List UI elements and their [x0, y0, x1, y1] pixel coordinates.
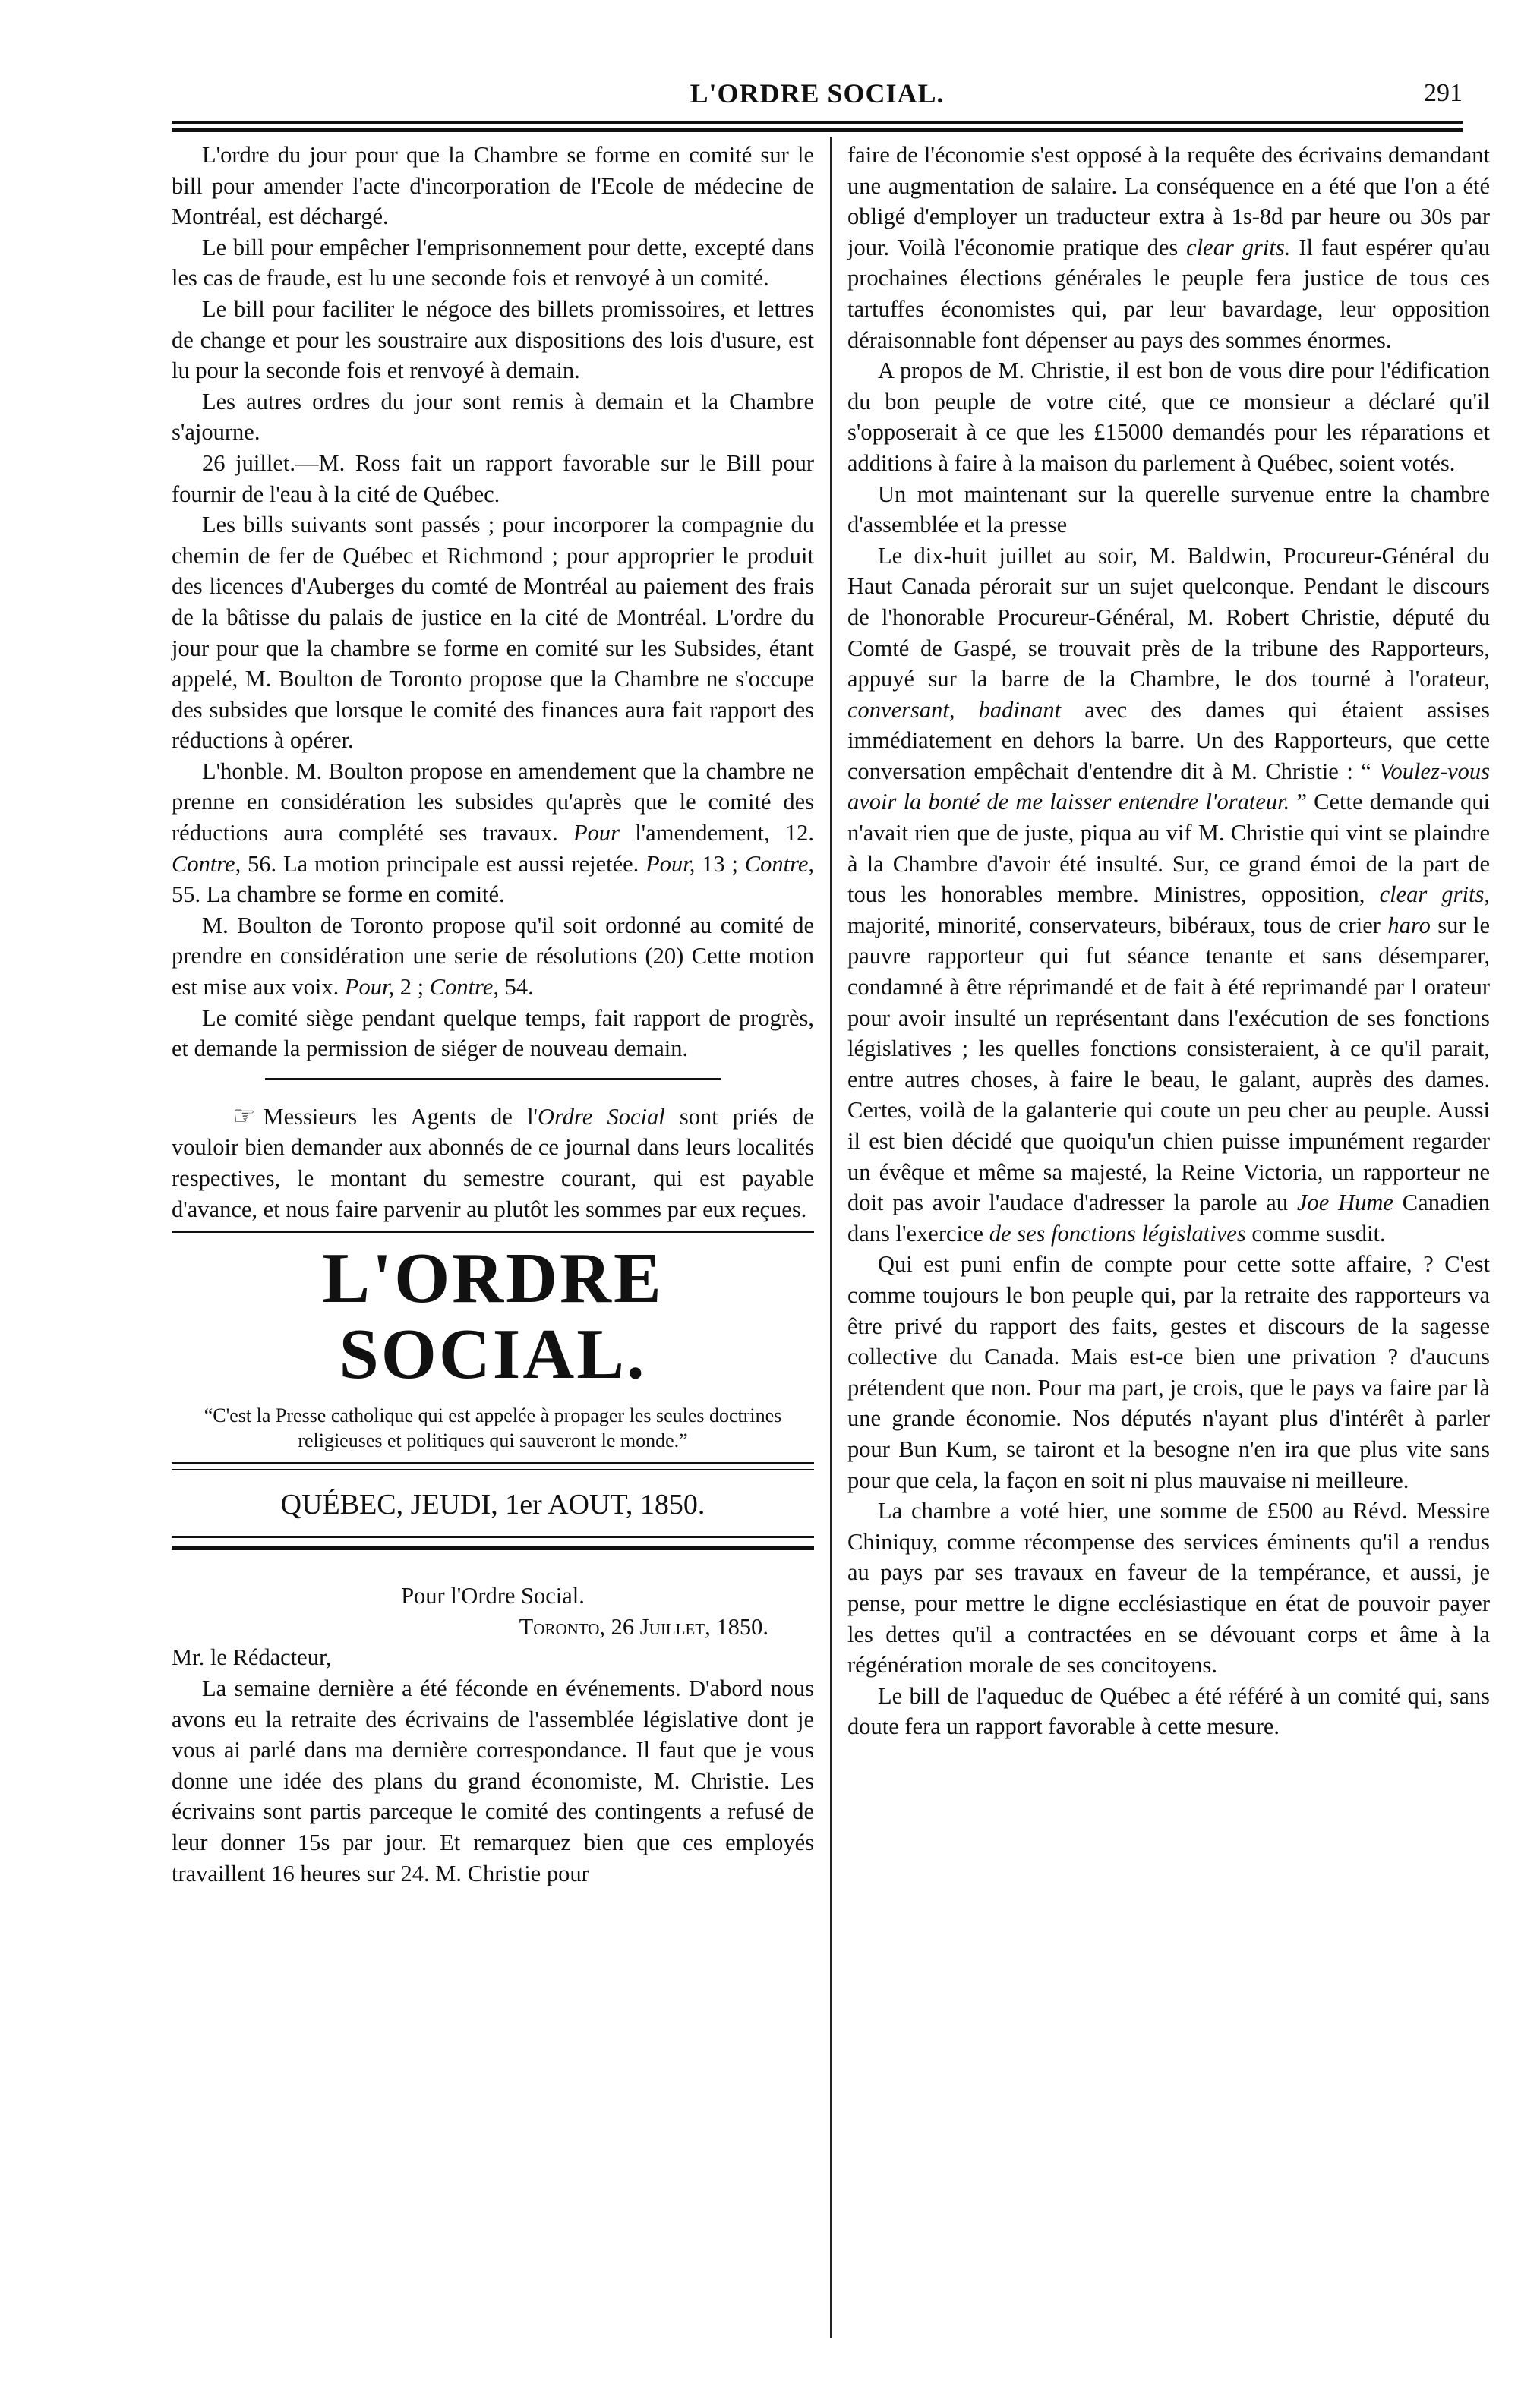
paragraph: L'ordre du jour pour que la Chambre se forme en comité sur le bill pour amender l'acte d'incorporation de l'Ecole de médecine de Montréal, est déchargé.	[172, 142, 814, 230]
column-divider	[830, 137, 832, 2338]
paragraph: Un mot maintenant sur la querelle survenue entre la chambre d'assemblée et la presse	[847, 481, 1490, 538]
italic-run: Joe Hume	[1296, 1190, 1393, 1216]
paragraph: Qui est puni enfin de compte pour cette sotte affaire, ? C'est comme toujours le bon peuple qui, par la retraite des rapporteurs va être privé du rapport des faits, gestes et discours de la sagesse collective du Canada. Mais est-ce bien une privation ? d'aucuns prétendent que non. Pour ma part, je crois, que le pays va faire par là une grande économie. Nos députés n'ayant plus d'intérêt à parler pour Bun Kum, se tairont et la besogne n'en ira que plus vite sans pour que cela, la façon en soit ni plus mauvaise ni meilleure.	[847, 1251, 1490, 1493]
left-column	[172, 140, 814, 1889]
italic-run: clear grits,	[1379, 881, 1490, 908]
text-run: sur le pauvre rapporteur qui fut séance tenante et sans désemparer, condamné à être réprimandé et de fait à été reprimandé par l orateur pour avoir insulté un représentant dans l'exécution de ses fonctions législatives ; les quelles fonctions consisteraient, à ce qu'il parait, entre autres choses, à faire le beau, le galant, auprès des dames. Certes, voilà de la galanterie qui coute un peu cher au peuple. Aussi il est bien décidé que quoiqu'un chien puisse impunément regarder un évêque et même sa majesté, la Reine Victoria, un rapporteur ne doit pas avoir l'audace d'adresser la parole au	[847, 912, 1490, 1216]
text-run: 56. La motion principale est aussi rejetée.	[241, 850, 646, 877]
italic-run: Voulez-vous avoir la bonté de me laisser entendre l'orateur.	[847, 758, 1490, 815]
vote-label: Pour,	[645, 850, 696, 877]
text-run: majorité, minorité, conservateurs, bibéraux, tous de crier	[847, 912, 1388, 938]
text-run: faire de l'économie s'est opposé à la requête des écrivains demandant une augmentation de salaire. La conséquence en a été que l'on a été obligé d'employer un traducteur extra à 1s-8d par heure ou 30s par jour. Voilà l'économie pratique des	[847, 142, 1490, 260]
text-run: l'amendement, 12.	[619, 820, 815, 846]
paragraph: La semaine dernière a été féconde en événements. D'abord nous avons eu la retraite des écrivains de l'assemblée législative dont je vous ai parlé dans ma dernière correspondance. Il faut que je vous donne une idée des plans du grand économiste, M. Christie. Les écrivains sont partis parceque le comité des contingents a refusé de leur donner 15s par jour. Et remarquez bien que ces employés travaillent 16 heures sur 24. M. Christie pour	[172, 1675, 814, 1886]
running-header	[172, 73, 1463, 118]
paragraph: Les autres ordres du jour sont remis à demain et la Chambre s'ajourne.	[172, 388, 814, 446]
text-run: 54.	[498, 974, 534, 1001]
paragraph: A propos de M. Christie, il est bon de vous dire pour l'édification du bon peuple de votre cité, que ce monsieur a déclaré qu'il s'opposerait à ce que les £15000 demandés pour les réparations et additions à faire à la maison du parlement à Québec, soient votés.	[847, 358, 1490, 476]
text-run: Canadien dans l'exercice	[847, 1190, 1490, 1247]
paragraph: La chambre a voté hier, une somme de £500 au Révd. Messire Chiniquy, comme récompense des services éminents qu'il a rendus au pays par ses travaux en faveur de la tempérance, et aussi, je pense, pour mettre le digne ecclésiastique en état de pouvoir payer les dettes qu'il a contractées en se dévouant corps et âme à la régénération morale de ses concitoyens.	[847, 1498, 1490, 1678]
italic-run: de ses fonctions législatives	[989, 1220, 1246, 1247]
motto: “C'est la Presse catholique qui est appelée à propager les seules doctrines religieuses et politiques qui sauveront le monde.”	[204, 1404, 782, 1452]
paragraph	[172, 756, 814, 910]
salutation: Mr. le Rédacteur,	[172, 1644, 332, 1671]
text-run: 13 ;	[695, 850, 745, 877]
vote-label: Pour	[573, 820, 620, 846]
text-run: avec des dames qui étaient assises immédiatement en dehors la barre. Un des Rapporteurs, que cette conversation empêchait d'entendre dit à M. Christie : “	[847, 696, 1490, 784]
paragraph: Les bills suivants sont passés ; pour incorporer la compagnie du chemin de fer de Québec et Richmond ; pour approprier le produit des licences d'Auberges du comté de Montréal au paiement des frais de la bâtisse du palais de justice en la cité de Montréal. L'ordre du jour pour que la chambre se forme en comité sur les Subsides, étant appelé, M. Boulton de Toronto propose que la Chambre ne s'occupe des subsides que lorsque le comité des finances aura fait rapport des réductions à opérer.	[172, 512, 814, 754]
section-rule	[265, 1078, 721, 1080]
vote-label: Contre,	[172, 850, 241, 877]
italic-run: clear grits.	[1186, 234, 1291, 260]
letter-heading: Pour l'Ordre Social.	[401, 1583, 585, 1609]
header-rule	[172, 121, 1463, 132]
running-title: L'ORDRE SOCIAL.	[690, 78, 945, 109]
text-run: 55. La chambre se forme en comité.	[172, 881, 505, 908]
text-run: Le dix-huit juillet au soir, M. Baldwin, Procureur-Général du Haut Canada pérorait sur un sujet quelconque. Pendant le discours de l'honorable Procureur-Général, M. Robert Christie, député du Comté de Gaspé, se trouvait près de la tribune des Rapporteurs, appuyé sur la barre de la Chambre, le dos tourné à l'orateur,	[847, 542, 1490, 692]
italic-run: conversant, badinant	[847, 696, 1062, 723]
thick-rule	[172, 1536, 814, 1550]
paragraph	[847, 140, 1490, 355]
right-column	[847, 140, 1490, 1742]
text-run: ” Cette demande qui n'avait rien que de juste, piqua au vif M. Christie qui vint se plaindre à la Chambre d'avoir été insulté. Sur, ce grand émoi de la part de tous les honorables membre. Ministres, opposition,	[847, 789, 1490, 908]
double-rule	[172, 1462, 814, 1470]
page-number: 291	[1424, 79, 1463, 107]
rule	[172, 1231, 814, 1233]
pointing-hand-icon: ☞	[232, 1102, 256, 1130]
paragraph: Le bill de l'aqueduc de Québec a été référé à un comité qui, sans doute fera un rapport favorable à cette mesure.	[847, 1682, 1490, 1740]
text-run: Messieurs les Agents de l'	[263, 1103, 538, 1130]
italic-run: haro	[1387, 912, 1431, 938]
masthead: L'ORDRE SOCIAL.	[322, 1239, 664, 1395]
dateline: QUÉBEC, JEUDI, 1er AOUT, 1850.	[280, 1489, 705, 1521]
paragraph: Le comité siège pendant quelque temps, fait rapport de progrès, et demande la permission de siéger de nouveau demain.	[172, 1004, 814, 1062]
paragraph: Le bill pour faciliter le négoce des billets promissoires, et lettres de change et pour les soustraire aux dispositions des lois d'usure, est lu pour la seconde fois et renvoyé à demain.	[172, 295, 814, 384]
agents-notice	[172, 1102, 814, 1224]
italic-run: Ordre Social	[538, 1103, 665, 1130]
vote-label: Contre,	[744, 850, 814, 877]
text-run: L'honble. M. Boulton propose en amendement que la chambre ne prenne en considération les subsides qu'après que le comité des réductions aura complété ses travaux.	[172, 758, 814, 846]
text-run: comme susdit.	[1245, 1220, 1386, 1247]
paragraph	[172, 910, 814, 1003]
vote-label: Contre,	[429, 974, 499, 1001]
text-run: Il faut espérer qu'au prochaines élections générales le peuple fera justice de tous ces tartuffes économistes qui, par leur bavardage, leur opposition déraisonnable font dépenser au pays des sommes énormes.	[847, 234, 1490, 353]
text-run: 2 ;	[394, 974, 430, 1001]
vote-label: Pour,	[344, 974, 395, 1001]
paragraph	[847, 541, 1490, 1250]
text-run: sont priés de vouloir bien demander aux abonnés de ce journal dans leurs localités respectives, le montant du semestre courant, qui est payable d'avance, et nous faire parvenir au plutôt les sommes par eux reçues.	[172, 1103, 815, 1222]
paragraph: Le bill pour empêcher l'emprisonnement pour dette, excepté dans les cas de fraude, est lu une seconde fois et renvoyé à un comité.	[172, 234, 814, 292]
letter-place: Toronto, 26 Juillet, 1850.	[519, 1613, 768, 1640]
paragraph: 26 juillet.—M. Ross fait un rapport favorable sur le Bill pour fournir de l'eau à la cité de Québec.	[172, 449, 814, 507]
text-run: M. Boulton de Toronto propose qu'il soit ordonné au comité de prendre en considération une serie de résolutions (20) Cette motion est mise aux voix.	[172, 912, 814, 1001]
